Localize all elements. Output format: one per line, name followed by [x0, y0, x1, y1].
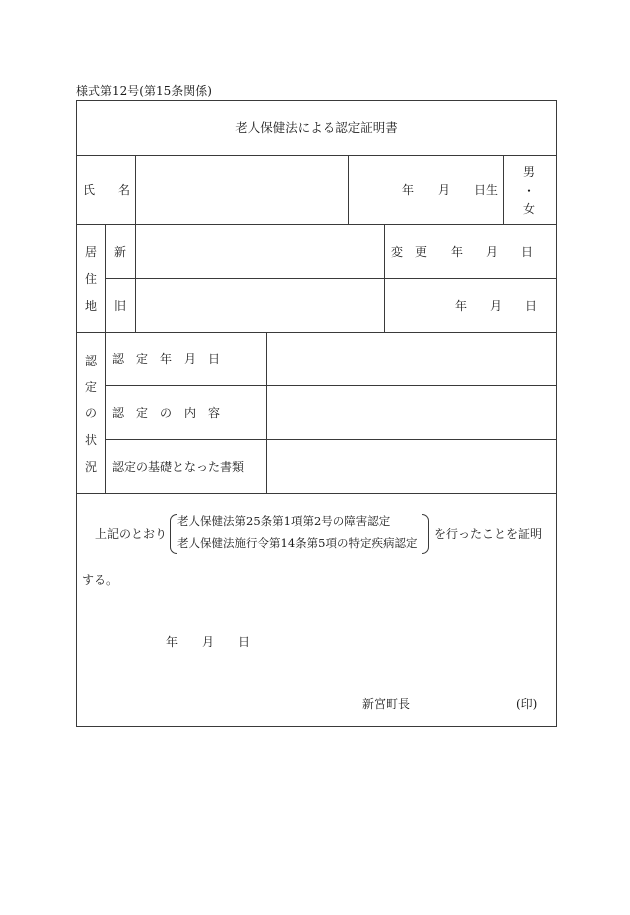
sex-separator: ・: [523, 184, 536, 198]
cert-option-2: 老人保健法施行令第14条第5項の特定疾病認定: [177, 536, 418, 550]
row-divider: [76, 332, 557, 333]
column-divider: [384, 224, 385, 332]
sex-male: 男: [523, 165, 536, 179]
status-label-char: 定: [85, 380, 98, 394]
column-divider: [348, 155, 349, 224]
residence-new-label: 新: [114, 245, 127, 259]
status-label-char: 認: [85, 354, 98, 368]
residence-label-char: 居: [85, 245, 98, 259]
border-left: [76, 100, 77, 727]
row-divider: [76, 493, 557, 494]
birth-year-label: 年: [402, 183, 415, 197]
cert-date-day: 日: [238, 635, 251, 649]
old-month-label: 月: [490, 299, 503, 313]
cert-suffix: を行ったことを証明: [434, 527, 543, 541]
column-divider: [135, 155, 136, 224]
old-year-label: 年: [455, 299, 468, 313]
column-divider: [266, 332, 267, 493]
status-label-char: 況: [85, 460, 98, 474]
column-divider: [503, 155, 504, 224]
cert-date-month: 月: [202, 635, 215, 649]
column-divider: [105, 332, 106, 493]
row-divider: [105, 439, 557, 440]
birth-day-label: 日生: [474, 183, 499, 197]
birth-month-label: 月: [438, 183, 451, 197]
change-label: 変 更: [391, 245, 428, 259]
cert-option-1: 老人保健法第25条第1項第2号の障害認定: [177, 514, 391, 528]
border-right: [556, 100, 557, 727]
status-row-label: 認 定 年 月 日: [112, 352, 221, 366]
status-row-label: 認定の基礎となった書類: [112, 460, 245, 474]
change-day-label: 日: [521, 245, 534, 259]
status-label-char: 状: [85, 433, 98, 447]
status-label-char: の: [85, 406, 98, 420]
row-divider: [76, 224, 557, 225]
sex-female: 女: [523, 202, 536, 216]
old-day-label: 日: [525, 299, 538, 313]
row-divider: [105, 385, 557, 386]
cert-date-year: 年: [166, 635, 179, 649]
right-bracket-icon: [422, 514, 429, 554]
cert-prefix: 上記のとおり: [95, 527, 168, 541]
row-divider: [105, 278, 557, 279]
form-number: 様式第12号(第15条関係): [76, 84, 212, 98]
column-divider: [135, 224, 136, 332]
name-label-mei: 名: [118, 183, 131, 197]
row-divider: [76, 155, 557, 156]
name-label-shi: 氏: [83, 183, 96, 197]
status-row-label: 認 定 の 内 容: [112, 406, 221, 420]
residence-old-label: 旧: [114, 299, 127, 313]
seal-mark: (印): [516, 697, 538, 711]
border-bottom: [76, 726, 557, 727]
cert-continuation: する。: [82, 573, 119, 587]
issuer-name: 新宮町長: [362, 697, 411, 711]
residence-label-char: 住: [85, 272, 98, 286]
change-month-label: 月: [486, 245, 499, 259]
column-divider: [105, 224, 106, 332]
certificate-title: 老人保健法による認定証明書: [235, 120, 398, 135]
left-bracket-icon: [170, 514, 177, 554]
residence-label-char: 地: [85, 299, 98, 313]
border-top: [76, 100, 557, 101]
change-year-label: 年: [451, 245, 464, 259]
